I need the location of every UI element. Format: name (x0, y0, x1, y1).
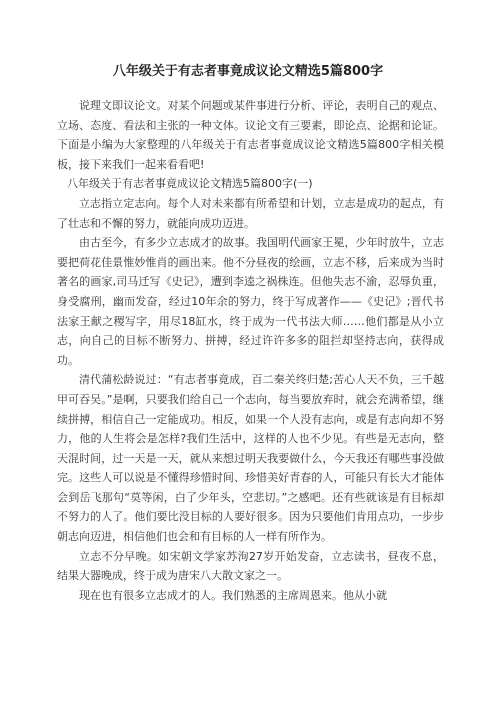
intro-paragraph: 说理文即议论文。对某个问题或某件事进行分析、评论，表明自己的观点、立场、态度、看法和主张的一种文体。议论文有三要素，即论点、论据和论证。下面是小编为大家整理的八年级关于有志者事竟成议论文精选5篇800字相关模板，接下来我们一起来看看吧! (57, 99, 444, 171)
body-paragraph: 现在也有很多立志成才的人。我们熟悉的主席周恩来。他从小就 (79, 588, 387, 602)
body-paragraph: 由古至今，有多少立志成才的故事。我国明代画家王冕，少年时放牛，立志要把荷花佳景惟妙惟肖的画出来。他不分昼夜的绘画，立志不移，后来成为当时著名的画家,司马迁写《史记》，遭到李逵之祸株连。但他失志不渝，忍辱负重，身受腐刑，幽而发奋，经过10年余的努力，终于写成著作——《史记》;晋代书法家王献之稷写字，用尽18缸水，终于成为一代书法大师……他们都是从小立志，向自己的目标不断努力、拼搏，经过许许多多的阻拦却坚持志向，获得成功。 (57, 236, 444, 367)
body-paragraph: 立志不分早晚。如宋朝文学家苏洵27岁开始发奋，立志读书，昼夜不息，结果大器晚成，终于成为唐宋八大散文家之一。 (57, 549, 444, 583)
document-body (57, 96, 444, 605)
document-title: 八年级关于有志者事竟成议论文精选5篇800字 (112, 64, 384, 79)
section-heading: 八年级关于有志者事竟成议论文精选5篇800字(一) (67, 177, 313, 191)
body-paragraph: 立志指立定志向。每个人对未来都有所希望和计划，立志是成功的起点，有了壮志和不懈的努力，就能向成功迈进。 (57, 196, 444, 230)
body-paragraph: 清代蒲松龄说过：“有志者事竟成，百二秦关终归楚;苦心人天不负，三千越甲可吞吴。”是啊，只要我们给自己一个志向，每当要放弃时，就会充满希望，继续拼搏，相信自己一定能成功。相反，如果一个人没有志向，或是有志向却不努力，他的人生将会是怎样?我们生活中，这样的人也不少见。有些是无志向，整天混时间，过一天是一天，就从来想过明天我要做什么，今天我还有哪些事没做完。这些人可以说是不懂得珍惜时间、珍惜美好青春的人，可能只有长大才能体会到岳飞那句“莫等闲，白了少年头，空悲切。”之感吧。还有些就该是有目标却不努力的人了。他们要比没目标的人要好很多。因为只要他们肯用点功，一步步朝志向迈进，相信他们也会和有目标的人一样有所作为。 (57, 373, 444, 544)
